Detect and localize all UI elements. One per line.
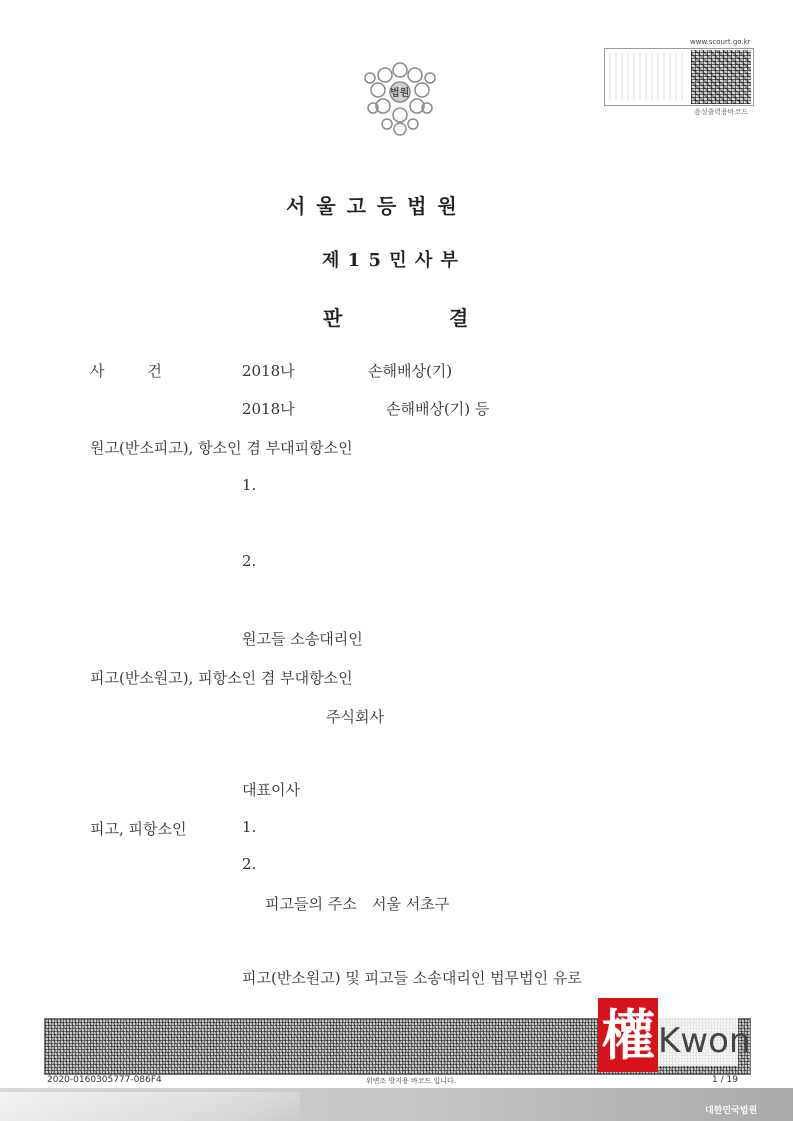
defendant-role: 피고, 피항소인 [90,820,187,838]
court-emblem [357,48,443,138]
case-title-1: 손해배상(기) [368,362,453,380]
barcode-left-pattern [609,53,687,101]
issuer-label: 대한민국법원 [705,1106,758,1116]
case-title-2: 손해배상(기) 등 [386,400,490,418]
kwon-watermark-logo [598,998,751,1072]
voice-barcode-box [604,48,754,106]
barcode-notice: 위변조 방지용 바코드 입니다. [366,1077,457,1085]
defendant-address-label: 피고들의 주소 [265,895,357,913]
defendant-company-name: 주식회사 [326,708,384,726]
plaintiff-entry-2: 2. [242,552,257,570]
defendant-entry-2: 2. [242,855,257,873]
defendant-address-value: 서울 서초구 [372,895,450,913]
scourt-url[interactable]: www.scourt.go.kr [690,38,751,46]
qr-code [691,50,751,104]
plaintiff-role: 원고(반소피고), 항소인 겸 부대피항소인 [90,439,353,457]
doc-type-first: 판 [323,306,343,330]
case-number-2: 2018나 [242,400,295,418]
court-name: 서 울 고 등 법 원 [286,194,459,218]
document-id: 2020-0160305777-086F4 [47,1075,162,1085]
defendant-entry-1: 1. [242,818,257,836]
case-number-1: 2018나 [242,362,295,380]
defendant-company-role: 피고(반소원고), 피항소인 겸 부대항소인 [90,669,353,687]
court-division: 제 1 5 민 사 부 [322,250,459,271]
representative-label: 대표이사 [242,781,300,799]
doc-type-second: 결 [449,306,469,330]
page-number: 1 / 19 [712,1075,738,1085]
footer-wave [0,1092,300,1121]
emblem-label: 법원 [390,88,410,99]
plaintiff-counsel-label: 원고들 소송대리인 [242,630,363,648]
case-label: 사 건 [90,362,162,380]
barcode-caption: 음성출력용바코드 [694,108,749,116]
plaintiff-entry-1: 1. [242,476,257,494]
kwon-hanja: 權 [598,998,658,1072]
defendant-counsel: 피고(반소원고) 및 피고들 소송대리인 법무법인 유로 [242,969,582,987]
kwon-latin: Kwon [658,1016,738,1066]
